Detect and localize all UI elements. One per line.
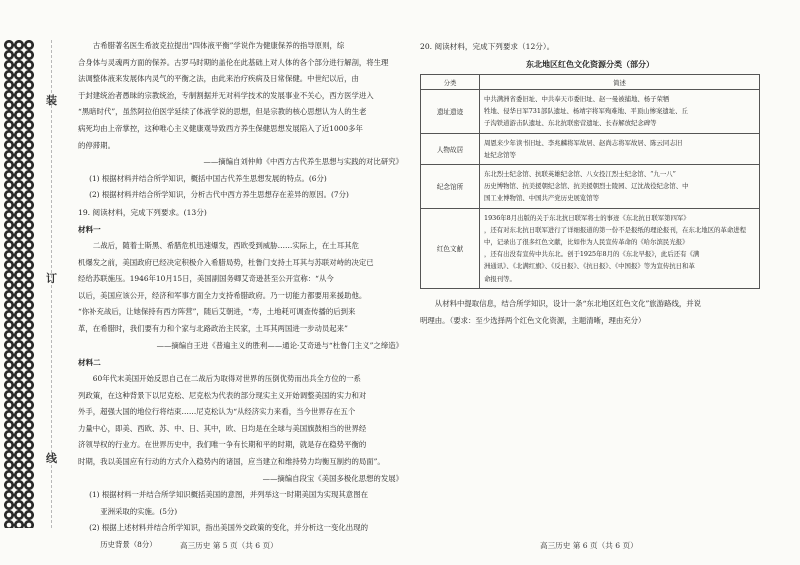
material-2-label: 材料二 [78, 358, 101, 368]
binding-word-zhuang: 装 [46, 94, 57, 107]
material-2-line: 列政策，在这种背景下以尼克松、尼克松为代表的部分现实主义开始调整美国的实力和对 [78, 390, 367, 400]
intro-line: 于封建统治者愚昧的宗教统治，专制割据并无对科学技术的发展事业不关心，西方医学进入 [78, 90, 374, 100]
table-cell-category: 纪念馆所 [421, 165, 480, 209]
table-cell-line: 子沟铁道游击队遗址、东北抗联密营遗址、长春解放纪念碑等 [484, 119, 657, 128]
table-row [421, 208, 760, 288]
left-page-footer: 高三历史 第 5 页（共 6 页） [180, 541, 278, 550]
material-2-line: 济领导权的行业方。在世界历史中，我们唯一争有长期和平的时期，就是存在稳势平衡的 [78, 440, 367, 450]
question-19-1: (1) 根据材料一并结合所学知识概括美国的意图，并列举这一时期美国为实现其意图在 [89, 490, 368, 500]
question-18-2: (2) 根据材料并结合所学知识，分析古代中西方养生思想存在差异的原因。(7分) [89, 190, 349, 200]
table-cell-line: 周恩来少年读书旧址、李兆麟将军故居、赵尚志将军故居、陈云同志旧 [484, 138, 683, 147]
table-cell-description [480, 90, 760, 134]
material-2-line: 外手，超强大国的地位行将结束……尼克松认为“从经济实力来看，当今世界存在五个 [78, 407, 356, 417]
material-2-line: 60年代末美国开始反思自己在二战后为取得对世界的压倒优势而出兵全方位的一系 [92, 374, 361, 384]
question-19-1-cont: 亚洲采取的实施。(5分) [100, 506, 178, 516]
red-culture-table [420, 74, 760, 289]
material-1-text [78, 238, 403, 338]
question-20-title: 20. 阅读材料，完成下列要求（12分）。 [420, 42, 555, 51]
binding-word-ding: 订 [46, 272, 57, 285]
material-1-line: 机爆发之前，美国政府已经决定积极介入希腊局势，杜鲁门支持土耳其与苏联对峙的决定已 [78, 257, 374, 267]
intro-line: “黑暗时代”，虽然阿拉伯医学延续了体液学说的思想，但是宗教的核心思想认为人的生老 [78, 107, 367, 117]
intro-passage [78, 38, 403, 154]
table-cell-line: 历史博物馆、抗美援朝纪念馆、抗美援朝烈士陵园、辽沈战役纪念馆、中 [484, 182, 689, 191]
table-header-description: 简述 [480, 75, 760, 90]
table-cell-category: 红色文献 [421, 208, 480, 288]
material-1-line: 革，在希腊时，我们要有力和个家与北路政治主民家，土耳其两国进一步动员起来” [78, 323, 348, 333]
material-2-text [78, 371, 403, 471]
question-19-title: 19. 阅读材料，完成下列要求。(13分) [78, 207, 207, 217]
table-title: 东北地区红色文化资源分类（部分） [526, 59, 654, 69]
table-row [421, 90, 760, 134]
left-page [78, 38, 403, 554]
question-19-2: (2) 根据上述材料并结合所学知识，指出美国外交政策的变化，并分析这一变化出现的 [89, 523, 368, 533]
intro-line: 古希腊著名医生希波克拉提出“四体液平衡”学说作为健康保养的指导原则，综 [92, 41, 345, 50]
table-cell-category: 人物故居 [421, 133, 480, 164]
material-1-line: “你补充战后，让她保持有西方阵营”，随后艾朝进，“寿，土地耗可调查传播的后到来 [78, 307, 356, 317]
material-1-line: 二战后，随着士斯黑、希腊危机迅速爆发，西欧受到威胁……实际上，在土耳其危 [92, 240, 359, 250]
table-cell-line: 址纪念馆等 [484, 150, 516, 159]
table-row [421, 133, 760, 164]
table-cell-line: 牲地、侵华日军731部队遗址、杨靖宇将军殉难地、平顶山惨案遗址、丘 [484, 107, 688, 116]
table-cell-line: 中，记录出了很多红色文献，比如作为人民宣传革命的《哈尔滨民光报》 [484, 238, 689, 247]
material-1-line: 经给苏联施压。1946年10月15日，美国副国务卿艾奇逊甚至公开宣称：“从今 [78, 274, 334, 284]
right-page [420, 38, 760, 329]
material-1-source: ——摘编自王进《普遍主义的胜利——通论·艾奇逊与“杜鲁门主义”之缔造》 [156, 340, 403, 350]
table-cell-line: 东北烈士纪念馆、抗联英雄纪念馆、八女投江烈士纪念馆、“九一八” [484, 170, 676, 179]
table-cell-description [480, 133, 760, 164]
material-1-label: 材料一 [78, 224, 101, 234]
intro-line: 法调整体液来发展体内灵气的平衡之法，由此来治疗疾病及日常保健。中世纪以后，由 [78, 74, 359, 84]
table-cell-line: 1936年8月出版的关于东北抗日联军将士的事迹《东北抗日联军第四军》 [484, 213, 690, 222]
table-cell-description [480, 208, 760, 288]
material-2-line: 力量中心，即美、西欧、苏、中、日、其中，欧、日均是在全球与美国旗鼓相当的世界经 [78, 423, 367, 433]
table-cell-line: ，还有对东北抗日联军进行了详细报道的第一份不是报纸的理论报刊，在东北地区的革命进程 [484, 225, 747, 234]
right-page-footer: 高三历史 第 6 页（共 6 页） [540, 541, 638, 550]
table-row [421, 165, 760, 209]
table-cell-line: 中共满洲省委旧址、中共奉天市委旧址、赵一曼被捕地、杨子荣牺 [484, 95, 670, 103]
question-19-2-cont: 历史背景（8分） [100, 540, 157, 550]
intro-line: 的停滞期。 [78, 140, 115, 150]
intro-source: ——摘编自刘仲帅《中西方古代养生思想与实践的对比研究》 [203, 157, 403, 167]
question-20-instruction: 明理由。（要求：至少选择两个红色文化资源，主题清晰，理由充分） [420, 315, 646, 325]
material-1-line: 以后，美国应该公开，经济和军事方面全力支持希腊政府。乃一切能力都要用来援助他。 [78, 290, 367, 300]
intro-line: 合身体与灵魂两方面的保养。古罗马时期的盖伦在此基础上对人体的各个部分进行解剖，将生理 [78, 57, 389, 67]
intro-line: 病死均由上帝掌控，这种唯心主义健康观导致西方养生保健思想发展陷入了近1000多年 [78, 123, 363, 133]
table-cell-line: ，还有出没有宣传中共东北。创于1925年8月的《东北早报》，此后还有《满 [484, 250, 700, 259]
material-2-line: 时期，我以美国应有行动的方式介入稳势内的诸国，应当建立和维持势力均衡互制约的局面”。 [78, 457, 385, 467]
table-cell-line: 命报刊等。 [484, 274, 516, 283]
question-18-1: (1) 根据材料并结合所学知识，概括中国古代养生思想发展的特点。(6分) [89, 173, 327, 183]
table-header-category: 分类 [421, 75, 480, 90]
binding-word-xian: 线 [46, 452, 57, 465]
table-cell-line: 洲通讯》、《北满红旗》、《反日报》、《抗日报》、《中国报》等为宣传抗日和革 [484, 262, 695, 271]
table-cell-description [480, 165, 760, 209]
material-2-source: ——摘编自段宝《美国多极化思想的发展》 [262, 473, 403, 483]
question-20-instruction: 从材料中提取信息，结合所学知识，设计一条“东北地区红色文化”旅游路线，并说 [434, 298, 702, 308]
table-cell-category: 遗址遗迹 [421, 90, 480, 134]
binding-margin-pattern [4, 40, 34, 528]
table-cell-line: 国工业博物馆、中国共产党历史展览馆等 [484, 194, 600, 203]
table-header-row [421, 75, 760, 90]
